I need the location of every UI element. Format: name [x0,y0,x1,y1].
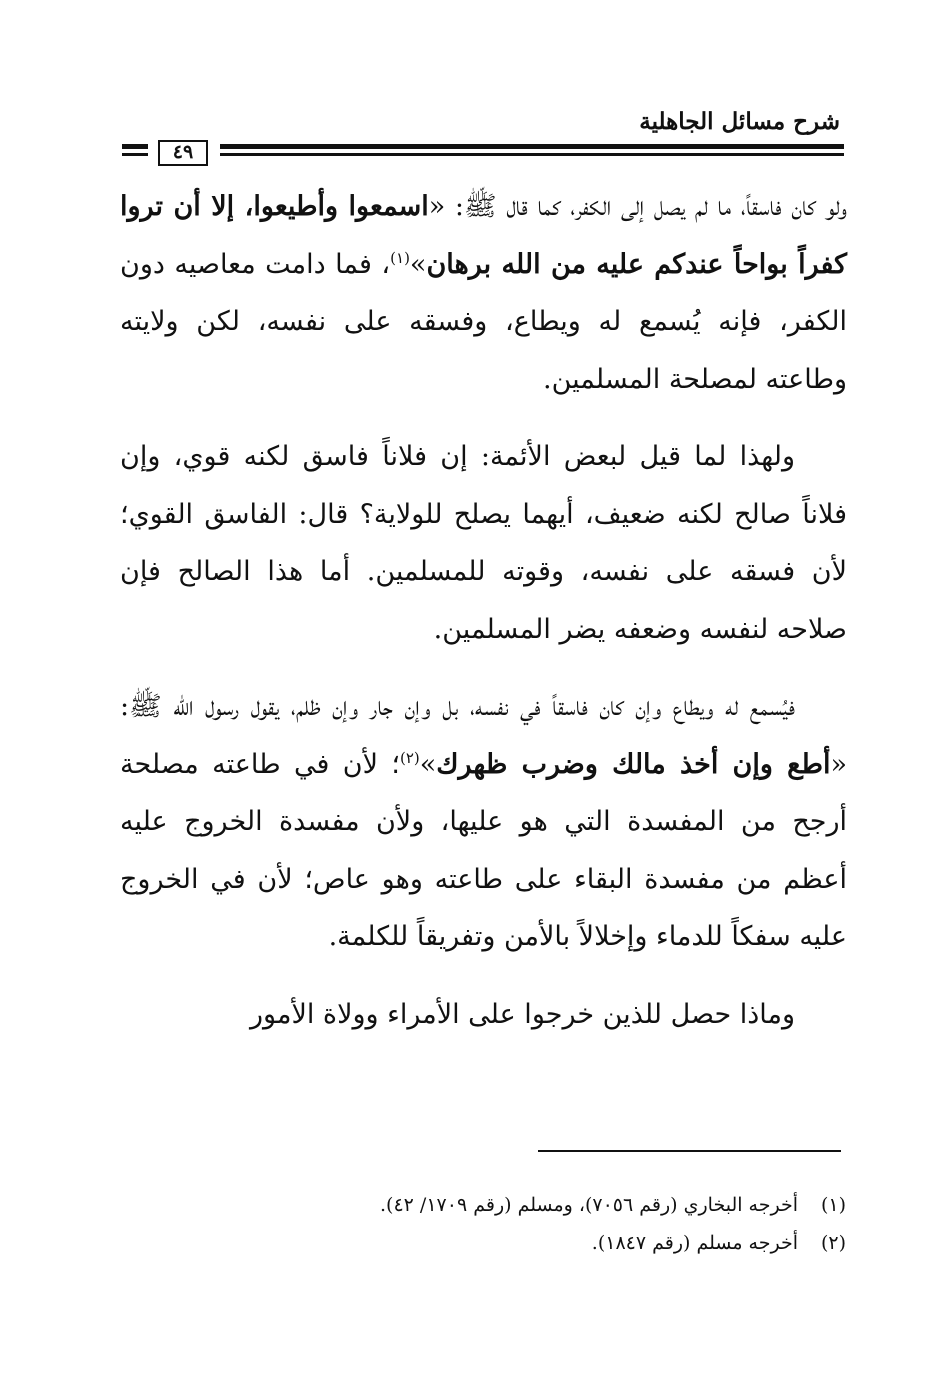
footnote-item [226,1186,846,1224]
footnote-mark: (٢) [820,1232,846,1254]
footnote-separator [538,1150,841,1152]
paragraph-3 [120,678,847,966]
footnote-mark: (١) [820,1194,846,1216]
paragraph-text: ؛ لأن في طاعته مصلحة أرجح من المفسدة التي هو عليها، ولأن مفسدة الخروج عليه أعظم من مفسدة البقاء على طاعته وهو عاص؛ لأن في الخروج عليه سفكاً للدماء وإخلالاً بالأمن وتفريقاً للكلمة. [120,748,847,952]
header-rule-line [122,153,148,156]
footnotes [226,1186,846,1262]
header-rule-line [220,144,844,149]
paragraph-4 [120,986,847,1044]
footnote-reference[interactable]: (٢) [399,748,420,767]
footnote-reference[interactable]: (١) [390,248,410,267]
header-rule-line [122,144,148,149]
quote-close: » [419,748,437,780]
paragraph-text: ، فما دامت معاصيه دون الكفر، فإنه يُسمع له ويطاع، وفسقه على نفسه، لكن ولايته وطاعته لمصلحة المسلمين. [120,248,847,395]
running-header-title: شرح مسائل الجاهلية [639,108,840,135]
hadith-quote: أطع وإن أخذ مالك وضرب ظهرك [436,748,831,780]
header-rule [122,140,844,166]
quote-close: » [409,248,427,280]
header-rule-line [220,153,844,156]
paragraph-text: وماذا حصل للذين خرجوا على الأمراء وولاة الأمور [250,998,795,1030]
paragraph-2 [120,428,847,658]
hadith-quote: اسمعوا وأطيعوا، إلا أن تروا كفراً بواحاً عندكم عليه من الله برهان [120,191,847,280]
paragraph-text: ولو كان فاسقاً، ما لم يصل إلى الكفر، كما قال ﷺ: « [428,191,847,222]
page-number: ٤٩ [158,140,208,166]
footnote-item [226,1224,846,1262]
footnote-text: أخرجه البخاري (رقم ٧٠٥٦)، ومسلم (رقم ١٧٠٩/ ٤٢). [380,1194,798,1216]
paragraph-1 [120,178,847,408]
footnote-text: أخرجه مسلم (رقم ١٨٤٧). [591,1232,798,1254]
paragraph-text: فيُسمع له ويطاع وإن كان فاسقاً في نفسه، بل وإن جار وإن ظلم، يقول رسول الله ﷺ: « [120,691,847,780]
paragraph-text: ولهذا لما قيل لبعض الأئمة: إن فلاناً فاسق لكنه قوي، وإن فلاناً صالح لكنه ضعيف، أيهما يصلح للولاية؟ قال: الفاسق القوي؛ لأن فسقه على نفسه، وقوته للمسلمين. أما هذا الصالح فإن صلاحه لنفسه وضعفه يضر المسلمين. [120,441,847,645]
main-text [120,178,847,1063]
